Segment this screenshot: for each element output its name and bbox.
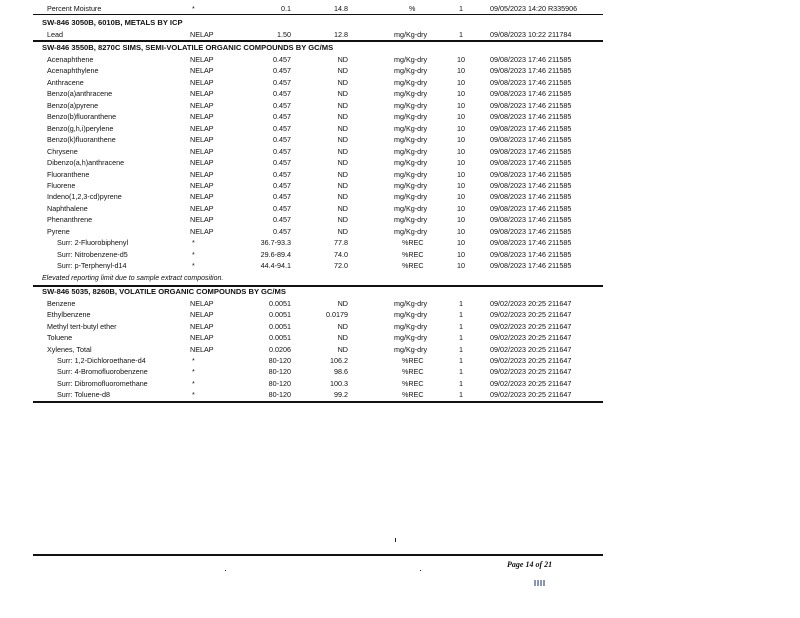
analyte-name: Dibenzo(a,h)anthracene <box>47 158 125 168</box>
certification: NELAP <box>190 30 214 39</box>
analysis-datetime: 09/02/2023 20:25 211647 <box>490 378 572 388</box>
units: mg/Kg-dry <box>394 169 428 179</box>
certification: NELAP <box>190 158 214 168</box>
analyte-name: Phenanthrene <box>47 215 93 225</box>
units: mg/Kg-dry <box>394 146 428 156</box>
result: ND <box>337 192 348 202</box>
units: mg/Kg-dry <box>394 203 428 213</box>
result: 12.8 <box>334 30 348 39</box>
certification: * <box>192 238 195 248</box>
units: mg/Kg-dry <box>394 123 428 133</box>
analyte-name: Ethylbenzene <box>47 310 91 320</box>
units: mg/Kg-dry <box>394 310 428 320</box>
reporting-limit: 36.7-93.3 <box>260 238 291 248</box>
reporting-limit: 0.457 <box>273 203 291 213</box>
analysis-datetime: 09/08/2023 17:46 211585 <box>490 192 572 202</box>
result: ND <box>337 146 348 156</box>
certification: NELAP <box>190 226 214 236</box>
dilution-factor: 1 <box>459 356 463 365</box>
analyte-name: Benzene <box>47 299 76 308</box>
reporting-limit: 0.457 <box>273 226 291 236</box>
units: %REC <box>402 249 424 259</box>
result: ND <box>337 77 348 87</box>
dilution-factor: 10 <box>457 238 465 248</box>
certification: NELAP <box>190 77 214 87</box>
reporting-limit: 0.457 <box>273 215 291 225</box>
units: mg/Kg-dry <box>394 192 428 202</box>
dilution-factor: 10 <box>457 158 465 168</box>
certification: NELAP <box>190 66 214 76</box>
certification: NELAP <box>190 203 214 213</box>
certification: NELAP <box>190 146 214 156</box>
certification: NELAP <box>190 215 214 225</box>
dilution-factor: 10 <box>457 146 465 156</box>
dilution-factor: 1 <box>459 321 463 331</box>
dilution-factor: 10 <box>457 203 465 213</box>
reporting-limit: 80-120 <box>268 367 291 377</box>
analyte-name: Benzo(a)anthracene <box>47 89 113 99</box>
units: mg/Kg-dry <box>394 333 428 343</box>
analysis-datetime: 09/02/2023 20:25 211647 <box>490 367 572 377</box>
analysis-datetime: 09/08/2023 17:46 211585 <box>490 169 572 179</box>
analyte-name: Surr: 1,2-Dichloroethane-d4 <box>57 356 146 365</box>
result: 99.2 <box>334 390 348 400</box>
analysis-datetime: 09/08/2023 17:46 211585 <box>490 89 572 99</box>
reporting-limit: 44.4-94.1 <box>260 261 291 271</box>
certification: NELAP <box>190 89 214 99</box>
certification: NELAP <box>190 333 214 343</box>
certification: * <box>192 390 195 400</box>
scan-speck <box>225 570 226 571</box>
analyte-name: Pyrene <box>47 226 70 236</box>
units: %REC <box>402 261 424 271</box>
units: mg/Kg-dry <box>394 77 428 87</box>
reporting-limit: 0.457 <box>273 77 291 87</box>
footer-divider <box>33 554 603 556</box>
units: mg/Kg-dry <box>394 89 428 99</box>
analyte-name: Indeno(1,2,3-cd)pyrene <box>47 192 122 202</box>
result: ND <box>337 123 348 133</box>
result: 0.0179 <box>326 310 348 320</box>
analysis-datetime: 09/08/2023 17:46 211585 <box>490 203 572 213</box>
result: ND <box>337 112 348 122</box>
units: mg/Kg-dry <box>394 66 428 76</box>
dilution-factor: 10 <box>457 215 465 225</box>
units: mg/Kg-dry <box>394 344 428 354</box>
units: mg/Kg-dry <box>394 55 428 64</box>
reporting-limit: 0.457 <box>273 135 291 145</box>
units: mg/Kg-dry <box>394 321 428 331</box>
units: mg/Kg-dry <box>394 100 428 110</box>
units: mg/Kg-dry <box>394 135 428 145</box>
dilution-factor: 10 <box>457 112 465 122</box>
reporting-limit: 0.457 <box>273 180 291 190</box>
reporting-limit: 1.50 <box>277 30 291 39</box>
certification: * <box>192 378 195 388</box>
units: mg/Kg-dry <box>394 180 428 190</box>
reporting-limit: 0.1 <box>281 4 291 13</box>
analysis-datetime: 09/08/2023 17:46 211585 <box>490 112 572 122</box>
result: 74.0 <box>334 249 348 259</box>
reporting-limit: 0.457 <box>273 158 291 168</box>
units: mg/Kg-dry <box>394 30 428 39</box>
result: 100.3 <box>330 378 348 388</box>
result: 14.8 <box>334 4 348 13</box>
units: mg/Kg-dry <box>394 158 428 168</box>
scan-mark-icon <box>534 580 545 586</box>
analysis-datetime: 09/02/2023 20:25 211647 <box>490 321 572 331</box>
analysis-datetime: 09/02/2023 20:25 211647 <box>490 356 572 365</box>
analyte-name: Fluoranthene <box>47 169 90 179</box>
result: ND <box>337 344 348 354</box>
result: ND <box>337 299 348 308</box>
dilution-factor: 10 <box>457 135 465 145</box>
reporting-limit: 0.457 <box>273 89 291 99</box>
units: % <box>409 4 416 13</box>
analysis-datetime: 09/08/2023 17:46 211585 <box>490 146 572 156</box>
certification: NELAP <box>190 299 214 308</box>
dilution-factor: 10 <box>457 66 465 76</box>
reporting-limit: 80-120 <box>268 356 291 365</box>
analyte-name: Fluorene <box>47 180 76 190</box>
dilution-factor: 1 <box>459 333 463 343</box>
certification: NELAP <box>190 180 214 190</box>
analysis-datetime: 09/08/2023 17:46 211585 <box>490 123 572 133</box>
analysis-datetime: 09/08/2023 10:22 211784 <box>490 30 572 39</box>
result: ND <box>337 66 348 76</box>
units: mg/Kg-dry <box>394 226 428 236</box>
certification: NELAP <box>190 321 214 331</box>
analyte-name: Naphthalene <box>47 203 88 213</box>
result: ND <box>337 169 348 179</box>
analyte-name: Benzo(b)fluoranthene <box>47 112 117 122</box>
result: ND <box>337 333 348 343</box>
dilution-factor: 10 <box>457 249 465 259</box>
analysis-datetime: 09/08/2023 17:46 211585 <box>490 180 572 190</box>
certification: * <box>192 356 195 365</box>
scan-speck <box>420 570 421 571</box>
certification: * <box>192 367 195 377</box>
reporting-limit: 0.0051 <box>269 299 291 308</box>
units: mg/Kg-dry <box>394 215 428 225</box>
dilution-factor: 1 <box>459 30 463 39</box>
units: %REC <box>402 356 424 365</box>
result: ND <box>337 180 348 190</box>
result: ND <box>337 215 348 225</box>
reporting-limit: 0.457 <box>273 192 291 202</box>
certification: NELAP <box>190 192 214 202</box>
result: ND <box>337 89 348 99</box>
divider <box>33 40 603 42</box>
analysis-datetime: 09/05/2023 14:20 R335906 <box>490 4 578 13</box>
analyte-name: Surr: 4-Bromofluorobenzene <box>57 367 148 377</box>
certification: * <box>192 4 195 13</box>
dilution-factor: 10 <box>457 261 465 271</box>
analysis-datetime: 09/08/2023 17:46 211585 <box>490 135 572 145</box>
analysis-datetime: 09/08/2023 17:46 211585 <box>490 66 572 76</box>
reporting-limit: 0.457 <box>273 169 291 179</box>
units: %REC <box>402 390 424 400</box>
dilution-factor: 1 <box>459 4 463 13</box>
reporting-limit: 0.457 <box>273 66 291 76</box>
section-title-svoc: SW-846 3550B, 8270C SIMS, SEMI-VOLATILE ORGANIC COMPOUNDS BY GC/MS <box>42 43 334 52</box>
analyte-name: Chrysene <box>47 146 78 156</box>
certification: NELAP <box>190 310 214 320</box>
analysis-datetime: 09/08/2023 17:46 211585 <box>490 249 572 259</box>
analysis-datetime: 09/08/2023 17:46 211585 <box>490 77 572 87</box>
footnote: Elevated reporting limit due to sample extract composition. <box>42 275 224 282</box>
reporting-limit: 29.6-89.4 <box>260 249 291 259</box>
result: ND <box>337 100 348 110</box>
reporting-limit: 0.457 <box>273 100 291 110</box>
dilution-factor: 10 <box>457 77 465 87</box>
dilution-factor: 10 <box>457 192 465 202</box>
analyte-name: Acenaphthylene <box>47 66 99 76</box>
reporting-limit: 0.0051 <box>269 310 291 320</box>
analyte-name: Percent Moisture <box>47 4 102 13</box>
analyte-name: Benzo(a)pyrene <box>47 100 99 110</box>
units: %REC <box>402 238 424 248</box>
reporting-limit: 0.0206 <box>269 344 291 354</box>
dilution-factor: 10 <box>457 169 465 179</box>
result: ND <box>337 158 348 168</box>
analyte-name: Surr: 2-Fluorobiphenyl <box>57 238 129 248</box>
dilution-factor: 1 <box>459 299 463 308</box>
reporting-limit: 0.0051 <box>269 333 291 343</box>
analyte-name: Benzo(g,h,i)perylene <box>47 123 114 133</box>
analyte-name: Benzo(k)fluoranthene <box>47 135 116 145</box>
analysis-datetime: 09/02/2023 20:25 211647 <box>490 299 572 308</box>
analysis-datetime: 09/08/2023 17:46 211585 <box>490 100 572 110</box>
dilution-factor: 1 <box>459 367 463 377</box>
reporting-limit: 0.457 <box>273 123 291 133</box>
reporting-limit: 0.457 <box>273 146 291 156</box>
dilution-factor: 1 <box>459 390 463 400</box>
analyte-name: Surr: Toluene-d8 <box>57 390 111 400</box>
analysis-datetime: 09/08/2023 17:46 211585 <box>490 261 572 271</box>
scan-speck <box>395 538 396 542</box>
reporting-limit: 0.0051 <box>269 321 291 331</box>
analyte-name: Lead <box>47 30 63 39</box>
dilution-factor: 1 <box>459 310 463 320</box>
analysis-datetime: 09/08/2023 17:46 211585 <box>490 55 572 64</box>
analysis-datetime: 09/02/2023 20:25 211647 <box>490 344 572 354</box>
result: 72.0 <box>334 261 348 271</box>
dilution-factor: 1 <box>459 344 463 354</box>
dilution-factor: 10 <box>457 123 465 133</box>
reporting-limit: 80-120 <box>268 390 291 400</box>
certification: NELAP <box>190 169 214 179</box>
reporting-limit: 80-120 <box>268 378 291 388</box>
certification: NELAP <box>190 55 214 64</box>
analyte-name: Acenaphthene <box>47 55 94 64</box>
result: 98.6 <box>334 367 348 377</box>
analyte-name: Toluene <box>47 333 73 343</box>
units: %REC <box>402 367 424 377</box>
result: ND <box>337 55 348 64</box>
reporting-limit: 0.457 <box>273 55 291 64</box>
analyte-name: Surr: Nitrobenzene-d5 <box>57 249 128 259</box>
result: 77.8 <box>334 238 348 248</box>
analyte-name: Anthracene <box>47 77 84 87</box>
analysis-datetime: 09/08/2023 17:46 211585 <box>490 226 572 236</box>
dilution-factor: 10 <box>457 55 465 64</box>
certification: NELAP <box>190 112 214 122</box>
analysis-datetime: 09/08/2023 17:46 211585 <box>490 215 572 225</box>
dilution-factor: 10 <box>457 89 465 99</box>
analysis-datetime: 09/02/2023 20:25 211647 <box>490 310 572 320</box>
dilution-factor: 10 <box>457 100 465 110</box>
analysis-datetime: 09/08/2023 17:46 211585 <box>490 158 572 168</box>
analyte-name: Xylenes, Total <box>47 344 92 354</box>
analyte-name: Methyl tert-butyl ether <box>47 321 117 331</box>
dilution-factor: 10 <box>457 226 465 236</box>
certification: * <box>192 261 195 271</box>
result: 106.2 <box>330 356 348 365</box>
result: ND <box>337 321 348 331</box>
result: ND <box>337 203 348 213</box>
reporting-limit: 0.457 <box>273 112 291 122</box>
analyte-name: Surr: Dibromofluoromethane <box>57 378 148 388</box>
certification: NELAP <box>190 344 214 354</box>
result: ND <box>337 135 348 145</box>
section-title-voc: SW-846 5035, 8260B, VOLATILE ORGANIC COMPOUNDS BY GC/MS <box>42 287 286 296</box>
analysis-datetime: 09/08/2023 17:46 211585 <box>490 238 572 248</box>
divider <box>33 14 603 15</box>
certification: NELAP <box>190 100 214 110</box>
units: mg/Kg-dry <box>394 299 428 308</box>
analysis-datetime: 09/02/2023 20:25 211647 <box>490 390 572 400</box>
certification: NELAP <box>190 123 214 133</box>
units: %REC <box>402 378 424 388</box>
divider <box>33 401 603 403</box>
result: ND <box>337 226 348 236</box>
certification: NELAP <box>190 135 214 145</box>
certification: * <box>192 249 195 259</box>
analysis-datetime: 09/02/2023 20:25 211647 <box>490 333 572 343</box>
section-title-metals: SW-846 3050B, 6010B, METALS BY ICP <box>42 18 183 27</box>
units: mg/Kg-dry <box>394 112 428 122</box>
dilution-factor: 1 <box>459 378 463 388</box>
analyte-name: Surr: p-Terphenyl-d14 <box>57 261 127 271</box>
dilution-factor: 10 <box>457 180 465 190</box>
page-number: Page 14 of 21 <box>507 560 553 569</box>
